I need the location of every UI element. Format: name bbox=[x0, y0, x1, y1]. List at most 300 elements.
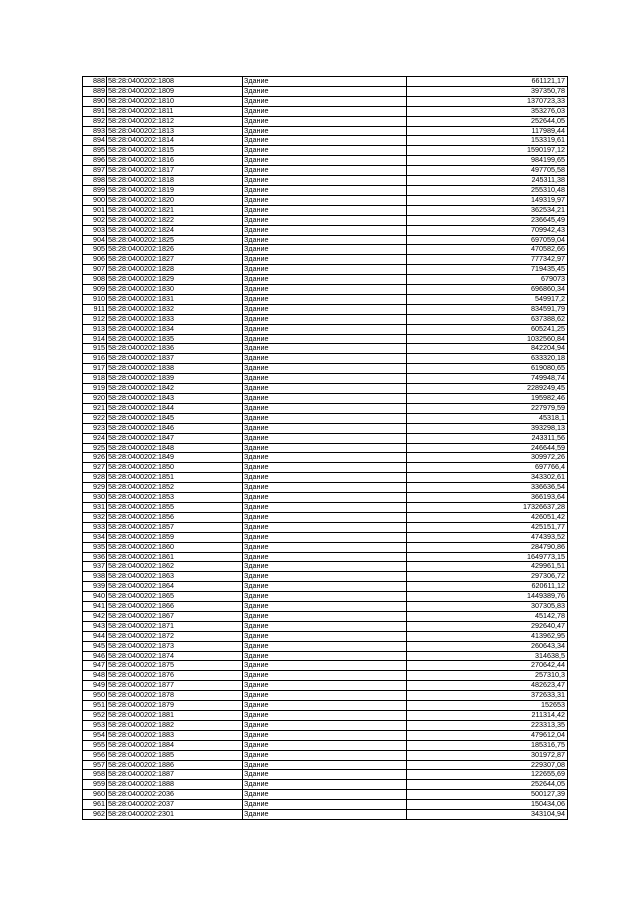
object-type-cell: Здание bbox=[243, 770, 407, 780]
row-number-cell: 933 bbox=[83, 522, 107, 532]
row-number-cell: 910 bbox=[83, 294, 107, 304]
table-row bbox=[83, 116, 568, 126]
cadastral-value-cell: 429961,51 bbox=[407, 562, 568, 572]
table-row bbox=[83, 740, 568, 750]
object-type-cell: Здание bbox=[243, 582, 407, 592]
object-type-cell: Здание bbox=[243, 810, 407, 820]
cadastral-number-cell: 58:28:0400202:1821 bbox=[107, 205, 243, 215]
object-type-cell: Здание bbox=[243, 552, 407, 562]
cadastral-number-cell: 58:28:0400202:1877 bbox=[107, 681, 243, 691]
object-type-cell: Здание bbox=[243, 671, 407, 681]
object-type-cell: Здание bbox=[243, 106, 407, 116]
object-type-cell: Здание bbox=[243, 661, 407, 671]
object-type-cell: Здание bbox=[243, 621, 407, 631]
cadastral-number-cell: 58:28:0400202:1829 bbox=[107, 275, 243, 285]
object-type-cell: Здание bbox=[243, 453, 407, 463]
table-row bbox=[83, 602, 568, 612]
cadastral-value-cell: 842204,94 bbox=[407, 344, 568, 354]
table-row bbox=[83, 443, 568, 453]
object-type-cell: Здание bbox=[243, 740, 407, 750]
object-type-cell: Здание bbox=[243, 473, 407, 483]
object-type-cell: Здание bbox=[243, 572, 407, 582]
cadastral-number-cell: 58:28:0400202:1864 bbox=[107, 582, 243, 592]
cadastral-number-cell: 58:28:0400202:1862 bbox=[107, 562, 243, 572]
row-number-cell: 906 bbox=[83, 255, 107, 265]
table-row bbox=[83, 750, 568, 760]
object-type-cell: Здание bbox=[243, 413, 407, 423]
object-type-cell: Здание bbox=[243, 800, 407, 810]
cadastral-number-cell: 58:28:0400202:1888 bbox=[107, 780, 243, 790]
object-type-cell: Здание bbox=[243, 304, 407, 314]
row-number-cell: 891 bbox=[83, 106, 107, 116]
cadastral-value-cell: 482623,47 bbox=[407, 681, 568, 691]
cadastral-number-cell: 58:28:0400202:1847 bbox=[107, 433, 243, 443]
object-type-cell: Здание bbox=[243, 641, 407, 651]
object-type-cell: Здание bbox=[243, 681, 407, 691]
cadastral-number-cell: 58:28:0400202:1809 bbox=[107, 86, 243, 96]
object-type-cell: Здание bbox=[243, 592, 407, 602]
row-number-cell: 901 bbox=[83, 205, 107, 215]
table-row bbox=[83, 463, 568, 473]
table-row bbox=[83, 651, 568, 661]
table-row bbox=[83, 711, 568, 721]
object-type-cell: Здание bbox=[243, 285, 407, 295]
object-type-cell: Здание bbox=[243, 136, 407, 146]
row-number-cell: 934 bbox=[83, 532, 107, 542]
cadastral-number-cell: 58:28:0400202:1883 bbox=[107, 730, 243, 740]
table-row bbox=[83, 166, 568, 176]
row-number-cell: 915 bbox=[83, 344, 107, 354]
object-type-cell: Здание bbox=[243, 522, 407, 532]
row-number-cell: 956 bbox=[83, 750, 107, 760]
cadastral-number-cell: 58:28:0400202:1857 bbox=[107, 522, 243, 532]
row-number-cell: 957 bbox=[83, 760, 107, 770]
table-row bbox=[83, 542, 568, 552]
row-number-cell: 898 bbox=[83, 176, 107, 186]
table-row bbox=[83, 374, 568, 384]
table-row bbox=[83, 780, 568, 790]
cadastral-value-cell: 301972,87 bbox=[407, 750, 568, 760]
cadastral-number-cell: 58:28:0400202:1838 bbox=[107, 364, 243, 374]
row-number-cell: 960 bbox=[83, 790, 107, 800]
table-row bbox=[83, 285, 568, 295]
row-number-cell: 925 bbox=[83, 443, 107, 453]
table-row bbox=[83, 641, 568, 651]
cadastral-value-cell: 252644,05 bbox=[407, 780, 568, 790]
table-row bbox=[83, 483, 568, 493]
table-row bbox=[83, 661, 568, 671]
cadastral-number-cell: 58:28:0400202:1818 bbox=[107, 176, 243, 186]
cadastral-value-cell: 223313,35 bbox=[407, 720, 568, 730]
cadastral-number-cell: 58:28:0400202:1834 bbox=[107, 324, 243, 334]
cadastral-value-cell: 2289249,45 bbox=[407, 384, 568, 394]
cadastral-number-cell: 58:28:0400202:1845 bbox=[107, 413, 243, 423]
cadastral-value-cell: 122655,69 bbox=[407, 770, 568, 780]
cadastral-value-cell: 252644,05 bbox=[407, 116, 568, 126]
cadastral-value-cell: 479612,04 bbox=[407, 730, 568, 740]
cadastral-number-cell: 58:28:0400202:1837 bbox=[107, 354, 243, 364]
cadastral-value-cell: 425151,77 bbox=[407, 522, 568, 532]
cadastral-number-cell: 58:28:0400202:1853 bbox=[107, 493, 243, 503]
object-type-cell: Здание bbox=[243, 364, 407, 374]
row-number-cell: 942 bbox=[83, 611, 107, 621]
table-row bbox=[83, 810, 568, 820]
table-row bbox=[83, 701, 568, 711]
cadastral-number-cell: 58:28:0400202:1815 bbox=[107, 146, 243, 156]
cadastral-value-cell: 227979,59 bbox=[407, 403, 568, 413]
table-row bbox=[83, 86, 568, 96]
object-type-cell: Здание bbox=[243, 562, 407, 572]
cadastral-value-table bbox=[82, 76, 568, 820]
table-row bbox=[83, 324, 568, 334]
cadastral-number-cell: 58:28:0400202:1836 bbox=[107, 344, 243, 354]
row-number-cell: 959 bbox=[83, 780, 107, 790]
row-number-cell: 950 bbox=[83, 691, 107, 701]
cadastral-number-cell: 58:28:0400202:1878 bbox=[107, 691, 243, 701]
cadastral-number-cell: 58:28:0400202:1875 bbox=[107, 661, 243, 671]
cadastral-number-cell: 58:28:0400202:1814 bbox=[107, 136, 243, 146]
cadastral-value-cell: 719435,45 bbox=[407, 265, 568, 275]
cadastral-value-cell: 497705,58 bbox=[407, 166, 568, 176]
table-row bbox=[83, 423, 568, 433]
cadastral-number-cell: 58:28:0400202:1820 bbox=[107, 195, 243, 205]
cadastral-value-cell: 834591,79 bbox=[407, 304, 568, 314]
row-number-cell: 896 bbox=[83, 156, 107, 166]
object-type-cell: Здание bbox=[243, 185, 407, 195]
cadastral-value-cell: 1370723,33 bbox=[407, 96, 568, 106]
cadastral-value-cell: 343104,94 bbox=[407, 810, 568, 820]
table-row bbox=[83, 522, 568, 532]
table-row bbox=[83, 334, 568, 344]
cadastral-number-cell: 58:28:0400202:1852 bbox=[107, 483, 243, 493]
row-number-cell: 951 bbox=[83, 701, 107, 711]
cadastral-value-cell: 697766,4 bbox=[407, 463, 568, 473]
cadastral-number-cell: 58:28:0400202:1833 bbox=[107, 314, 243, 324]
cadastral-value-cell: 314638,5 bbox=[407, 651, 568, 661]
table-row bbox=[83, 245, 568, 255]
cadastral-value-cell: 372633,31 bbox=[407, 691, 568, 701]
table-row bbox=[83, 800, 568, 810]
object-type-cell: Здание bbox=[243, 275, 407, 285]
row-number-cell: 936 bbox=[83, 552, 107, 562]
cadastral-value-cell: 195982,46 bbox=[407, 394, 568, 404]
table-row bbox=[83, 314, 568, 324]
row-number-cell: 919 bbox=[83, 384, 107, 394]
table-row bbox=[83, 671, 568, 681]
row-number-cell: 911 bbox=[83, 304, 107, 314]
cadastral-number-cell: 58:28:0400202:1866 bbox=[107, 602, 243, 612]
cadastral-value-cell: 211314,42 bbox=[407, 711, 568, 721]
object-type-cell: Здание bbox=[243, 374, 407, 384]
cadastral-number-cell: 58:28:0400202:1859 bbox=[107, 532, 243, 542]
row-number-cell: 952 bbox=[83, 711, 107, 721]
cadastral-value-cell: 153319,61 bbox=[407, 136, 568, 146]
cadastral-number-cell: 58:28:0400202:1816 bbox=[107, 156, 243, 166]
cadastral-value-cell: 777342,97 bbox=[407, 255, 568, 265]
cadastral-number-cell: 58:28:0400202:1810 bbox=[107, 96, 243, 106]
cadastral-value-cell: 1590197,12 bbox=[407, 146, 568, 156]
row-number-cell: 924 bbox=[83, 433, 107, 443]
row-number-cell: 921 bbox=[83, 403, 107, 413]
table-row bbox=[83, 621, 568, 631]
cadastral-number-cell: 58:28:0400202:1881 bbox=[107, 711, 243, 721]
object-type-cell: Здание bbox=[243, 314, 407, 324]
cadastral-value-cell: 353276,03 bbox=[407, 106, 568, 116]
object-type-cell: Здание bbox=[243, 602, 407, 612]
table-row bbox=[83, 294, 568, 304]
cadastral-value-cell: 696860,34 bbox=[407, 285, 568, 295]
row-number-cell: 955 bbox=[83, 740, 107, 750]
cadastral-number-cell: 58:28:0400202:2036 bbox=[107, 790, 243, 800]
row-number-cell: 944 bbox=[83, 631, 107, 641]
table-row bbox=[83, 770, 568, 780]
object-type-cell: Здание bbox=[243, 443, 407, 453]
cadastral-value-cell: 270642,44 bbox=[407, 661, 568, 671]
cadastral-number-cell: 58:28:0400202:1876 bbox=[107, 671, 243, 681]
cadastral-value-cell: 307305,83 bbox=[407, 602, 568, 612]
object-type-cell: Здание bbox=[243, 701, 407, 711]
table-row bbox=[83, 611, 568, 621]
cadastral-value-cell: 1032560,84 bbox=[407, 334, 568, 344]
object-type-cell: Здание bbox=[243, 730, 407, 740]
object-type-cell: Здание bbox=[243, 384, 407, 394]
object-type-cell: Здание bbox=[243, 334, 407, 344]
row-number-cell: 930 bbox=[83, 493, 107, 503]
table-row bbox=[83, 275, 568, 285]
table-row bbox=[83, 77, 568, 87]
cadastral-number-cell: 58:28:0400202:1855 bbox=[107, 502, 243, 512]
row-number-cell: 890 bbox=[83, 96, 107, 106]
cadastral-value-cell: 236645,49 bbox=[407, 215, 568, 225]
cadastral-value-cell: 619080,65 bbox=[407, 364, 568, 374]
row-number-cell: 888 bbox=[83, 77, 107, 87]
object-type-cell: Здание bbox=[243, 195, 407, 205]
table-row bbox=[83, 106, 568, 116]
row-number-cell: 939 bbox=[83, 582, 107, 592]
cadastral-number-cell: 58:28:0400202:2037 bbox=[107, 800, 243, 810]
table-row bbox=[83, 730, 568, 740]
object-type-cell: Здание bbox=[243, 512, 407, 522]
row-number-cell: 923 bbox=[83, 423, 107, 433]
cadastral-value-cell: 633320,18 bbox=[407, 354, 568, 364]
cadastral-value-cell: 749948,74 bbox=[407, 374, 568, 384]
cadastral-number-cell: 58:28:0400202:1848 bbox=[107, 443, 243, 453]
table-row bbox=[83, 790, 568, 800]
cadastral-number-cell: 58:28:0400202:1871 bbox=[107, 621, 243, 631]
row-number-cell: 899 bbox=[83, 185, 107, 195]
cadastral-number-cell: 58:28:0400202:1849 bbox=[107, 453, 243, 463]
cadastral-value-cell: 229307,08 bbox=[407, 760, 568, 770]
cadastral-number-cell: 58:28:0400202:1817 bbox=[107, 166, 243, 176]
row-number-cell: 914 bbox=[83, 334, 107, 344]
cadastral-value-cell: 661121,17 bbox=[407, 77, 568, 87]
row-number-cell: 922 bbox=[83, 413, 107, 423]
table-row bbox=[83, 235, 568, 245]
object-type-cell: Здание bbox=[243, 611, 407, 621]
cadastral-value-cell: 362534,21 bbox=[407, 205, 568, 215]
object-type-cell: Здание bbox=[243, 146, 407, 156]
row-number-cell: 895 bbox=[83, 146, 107, 156]
row-number-cell: 909 bbox=[83, 285, 107, 295]
row-number-cell: 926 bbox=[83, 453, 107, 463]
row-number-cell: 893 bbox=[83, 126, 107, 136]
row-number-cell: 931 bbox=[83, 502, 107, 512]
row-number-cell: 918 bbox=[83, 374, 107, 384]
table-row bbox=[83, 215, 568, 225]
object-type-cell: Здание bbox=[243, 205, 407, 215]
row-number-cell: 894 bbox=[83, 136, 107, 146]
row-number-cell: 943 bbox=[83, 621, 107, 631]
table-row bbox=[83, 552, 568, 562]
row-number-cell: 889 bbox=[83, 86, 107, 96]
table-row bbox=[83, 760, 568, 770]
row-number-cell: 920 bbox=[83, 394, 107, 404]
table-row bbox=[83, 146, 568, 156]
cadastral-value-cell: 117989,44 bbox=[407, 126, 568, 136]
row-number-cell: 940 bbox=[83, 592, 107, 602]
cadastral-number-cell: 58:28:0400202:1831 bbox=[107, 294, 243, 304]
table-row bbox=[83, 394, 568, 404]
cadastral-number-cell: 58:28:0400202:1825 bbox=[107, 235, 243, 245]
table-row bbox=[83, 96, 568, 106]
object-type-cell: Здание bbox=[243, 225, 407, 235]
cadastral-number-cell: 58:28:0400202:1819 bbox=[107, 185, 243, 195]
cadastral-value-cell: 246644,59 bbox=[407, 443, 568, 453]
object-type-cell: Здание bbox=[243, 77, 407, 87]
cadastral-value-cell: 697059,04 bbox=[407, 235, 568, 245]
row-number-cell: 961 bbox=[83, 800, 107, 810]
cadastral-number-cell: 58:28:0400202:1867 bbox=[107, 611, 243, 621]
cadastral-number-cell: 58:28:0400202:1886 bbox=[107, 760, 243, 770]
cadastral-number-cell: 58:28:0400202:1865 bbox=[107, 592, 243, 602]
object-type-cell: Здание bbox=[243, 166, 407, 176]
row-number-cell: 916 bbox=[83, 354, 107, 364]
row-number-cell: 954 bbox=[83, 730, 107, 740]
table-row bbox=[83, 572, 568, 582]
object-type-cell: Здание bbox=[243, 344, 407, 354]
cadastral-value-cell: 45142,78 bbox=[407, 611, 568, 621]
cadastral-value-cell: 343302,61 bbox=[407, 473, 568, 483]
object-type-cell: Здание bbox=[243, 403, 407, 413]
cadastral-number-cell: 58:28:0400202:1850 bbox=[107, 463, 243, 473]
table-body bbox=[83, 77, 568, 820]
object-type-cell: Здание bbox=[243, 433, 407, 443]
object-type-cell: Здание bbox=[243, 631, 407, 641]
table-row bbox=[83, 403, 568, 413]
row-number-cell: 908 bbox=[83, 275, 107, 285]
table-row bbox=[83, 126, 568, 136]
table-row bbox=[83, 354, 568, 364]
object-type-cell: Здание bbox=[243, 245, 407, 255]
object-type-cell: Здание bbox=[243, 116, 407, 126]
table-row bbox=[83, 265, 568, 275]
object-type-cell: Здание bbox=[243, 294, 407, 304]
cadastral-number-cell: 58:28:0400202:1846 bbox=[107, 423, 243, 433]
object-type-cell: Здание bbox=[243, 96, 407, 106]
table-row bbox=[83, 136, 568, 146]
table-row bbox=[83, 304, 568, 314]
table-row bbox=[83, 631, 568, 641]
cadastral-value-cell: 257310,3 bbox=[407, 671, 568, 681]
row-number-cell: 913 bbox=[83, 324, 107, 334]
object-type-cell: Здание bbox=[243, 532, 407, 542]
cadastral-value-cell: 679073 bbox=[407, 275, 568, 285]
row-number-cell: 953 bbox=[83, 720, 107, 730]
object-type-cell: Здание bbox=[243, 720, 407, 730]
cadastral-value-cell: 152653 bbox=[407, 701, 568, 711]
table-row bbox=[83, 532, 568, 542]
table-row bbox=[83, 473, 568, 483]
cadastral-number-cell: 58:28:0400202:1863 bbox=[107, 572, 243, 582]
cadastral-number-cell: 58:28:0400202:1856 bbox=[107, 512, 243, 522]
cadastral-value-cell: 549917,2 bbox=[407, 294, 568, 304]
cadastral-value-cell: 393298,13 bbox=[407, 423, 568, 433]
row-number-cell: 904 bbox=[83, 235, 107, 245]
table-row bbox=[83, 364, 568, 374]
row-number-cell: 958 bbox=[83, 770, 107, 780]
cadastral-number-cell: 58:28:0400202:1839 bbox=[107, 374, 243, 384]
row-number-cell: 900 bbox=[83, 195, 107, 205]
table-row bbox=[83, 156, 568, 166]
row-number-cell: 962 bbox=[83, 810, 107, 820]
cadastral-value-cell: 500127,39 bbox=[407, 790, 568, 800]
table-row bbox=[83, 384, 568, 394]
row-number-cell: 947 bbox=[83, 661, 107, 671]
object-type-cell: Здание bbox=[243, 255, 407, 265]
object-type-cell: Здание bbox=[243, 651, 407, 661]
row-number-cell: 938 bbox=[83, 572, 107, 582]
cadastral-value-cell: 245311,38 bbox=[407, 176, 568, 186]
cadastral-number-cell: 58:28:0400202:1842 bbox=[107, 384, 243, 394]
cadastral-number-cell: 58:28:0400202:1851 bbox=[107, 473, 243, 483]
row-number-cell: 937 bbox=[83, 562, 107, 572]
cadastral-value-cell: 366193,64 bbox=[407, 493, 568, 503]
object-type-cell: Здание bbox=[243, 502, 407, 512]
cadastral-number-cell: 58:28:0400202:1808 bbox=[107, 77, 243, 87]
table-row bbox=[83, 413, 568, 423]
object-type-cell: Здание bbox=[243, 86, 407, 96]
row-number-cell: 902 bbox=[83, 215, 107, 225]
object-type-cell: Здание bbox=[243, 156, 407, 166]
cadastral-number-cell: 58:28:0400202:1835 bbox=[107, 334, 243, 344]
cadastral-number-cell: 58:28:0400202:1872 bbox=[107, 631, 243, 641]
row-number-cell: 935 bbox=[83, 542, 107, 552]
cadastral-value-cell: 255310,48 bbox=[407, 185, 568, 195]
row-number-cell: 907 bbox=[83, 265, 107, 275]
table-row bbox=[83, 185, 568, 195]
cadastral-value-cell: 292640,47 bbox=[407, 621, 568, 631]
row-number-cell: 897 bbox=[83, 166, 107, 176]
table-row bbox=[83, 205, 568, 215]
table-row bbox=[83, 176, 568, 186]
cadastral-number-cell: 58:28:0400202:2301 bbox=[107, 810, 243, 820]
object-type-cell: Здание bbox=[243, 423, 407, 433]
row-number-cell: 927 bbox=[83, 463, 107, 473]
cadastral-value-cell: 150434,06 bbox=[407, 800, 568, 810]
cadastral-value-cell: 426051,42 bbox=[407, 512, 568, 522]
cadastral-value-cell: 309972,26 bbox=[407, 453, 568, 463]
cadastral-value-cell: 260643,34 bbox=[407, 641, 568, 651]
row-number-cell: 949 bbox=[83, 681, 107, 691]
cadastral-number-cell: 58:28:0400202:1826 bbox=[107, 245, 243, 255]
cadastral-number-cell: 58:28:0400202:1812 bbox=[107, 116, 243, 126]
row-number-cell: 917 bbox=[83, 364, 107, 374]
table-row bbox=[83, 720, 568, 730]
cadastral-number-cell: 58:28:0400202:1885 bbox=[107, 750, 243, 760]
table-row bbox=[83, 433, 568, 443]
cadastral-number-cell: 58:28:0400202:1860 bbox=[107, 542, 243, 552]
row-number-cell: 948 bbox=[83, 671, 107, 681]
